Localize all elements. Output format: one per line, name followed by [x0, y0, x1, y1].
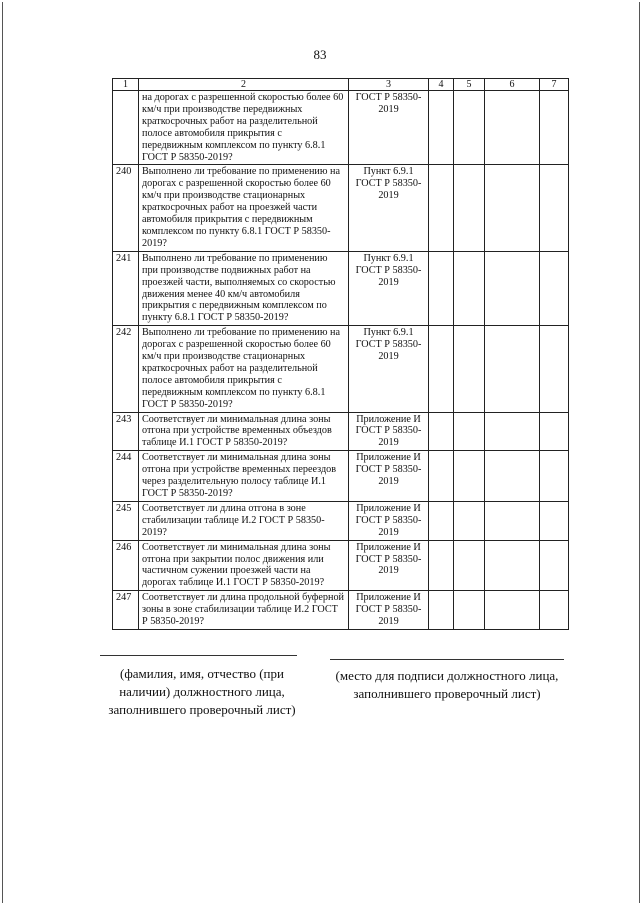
table-row [113, 412, 569, 451]
reference-text: Приложение И ГОСТ Р 58350-2019 [349, 501, 429, 540]
table-row [113, 501, 569, 540]
reference-text: Пункт 6.9.1 ГОСТ Р 58350-2019 [349, 251, 429, 325]
cell-col-7 [540, 326, 569, 412]
cell-col-4 [429, 326, 454, 412]
cell-col-7 [540, 501, 569, 540]
cell-col-6 [485, 591, 540, 630]
col-header-5: 5 [454, 79, 485, 91]
cell-col-7 [540, 251, 569, 325]
cell-col-7 [540, 591, 569, 630]
checklist-table [112, 78, 569, 630]
reference-text: Пункт 6.9.1 ГОСТ Р 58350-2019 [349, 165, 429, 251]
name-caption: (фамилия, имя, отчество (при наличии) должностного лица, заполнившего проверочный лист) [108, 666, 296, 717]
row-number: 241 [113, 251, 139, 325]
cell-col-5 [454, 91, 485, 165]
row-number: 246 [113, 540, 139, 591]
cell-col-5 [454, 591, 485, 630]
table-row [113, 165, 569, 251]
cell-col-5 [454, 326, 485, 412]
table-row [113, 591, 569, 630]
reference-text: Приложение И ГОСТ Р 58350-2019 [349, 591, 429, 630]
row-number: 243 [113, 412, 139, 451]
cell-col-4 [429, 165, 454, 251]
cell-col-4 [429, 412, 454, 451]
page-number: 83 [313, 47, 327, 62]
signature-caption: (место для подписи должностного лица, заполнившего проверочный лист) [335, 668, 559, 701]
requirement-text: на дорогах с разрешенной скоростью более 60 км/ч при производстве передвижных краткосрочных работ на разделительной полосе автомобиля прикрытия с передвижным комплексом по пункту 6.8.1 ГОСТ Р 58350-2019? [139, 91, 349, 165]
cell-col-7 [540, 412, 569, 451]
reference-text: Приложение И ГОСТ Р 58350-2019 [349, 412, 429, 451]
reference-text: ГОСТ Р 58350-2019 [349, 91, 429, 165]
cell-col-5 [454, 412, 485, 451]
cell-col-6 [485, 165, 540, 251]
row-number: 247 [113, 591, 139, 630]
reference-text: Приложение И ГОСТ Р 58350-2019 [349, 540, 429, 591]
cell-col-7 [540, 165, 569, 251]
col-header-1: 1 [113, 79, 139, 91]
row-number: 245 [113, 501, 139, 540]
cell-col-4 [429, 451, 454, 502]
reference-text: Приложение И ГОСТ Р 58350-2019 [349, 451, 429, 502]
table-row [113, 251, 569, 325]
col-header-7: 7 [540, 79, 569, 91]
cell-col-5 [454, 540, 485, 591]
cell-col-5 [454, 165, 485, 251]
name-signature-line [100, 655, 297, 656]
col-header-2: 2 [139, 79, 349, 91]
cell-col-6 [485, 540, 540, 591]
table-row [113, 451, 569, 502]
requirement-text: Выполнено ли требование по применению на дорогах с разрешенной скоростью более 60 км/ч при производстве стационарных краткосрочных работ на проезжей части автомобиля прикрытия с передвижным комплексом по пункту 6.8.1 ГОСТ Р 58350-2019? [139, 165, 349, 251]
cell-col-6 [485, 251, 540, 325]
cell-col-4 [429, 501, 454, 540]
row-number: 240 [113, 165, 139, 251]
cell-col-6 [485, 326, 540, 412]
signature-line [330, 659, 564, 660]
table-row [113, 326, 569, 412]
col-header-3: 3 [349, 79, 429, 91]
cell-col-6 [485, 412, 540, 451]
cell-col-5 [454, 501, 485, 540]
header-row [113, 79, 569, 91]
cell-col-4 [429, 91, 454, 165]
row-number: 242 [113, 326, 139, 412]
reference-text: Пункт 6.9.1 ГОСТ Р 58350-2019 [349, 326, 429, 412]
cell-col-4 [429, 591, 454, 630]
cell-col-6 [485, 451, 540, 502]
cell-col-5 [454, 251, 485, 325]
requirement-text: Выполнено ли требование по применению при производстве подвижных работ на проезжей части, выполняемых со скоростью движения менее 40 км/ч автомобиля прикрытия с передвижным комплексом по пункту 6.8.1 ГОСТ Р 58350-2019? [139, 251, 349, 325]
col-header-6: 6 [485, 79, 540, 91]
cell-col-6 [485, 501, 540, 540]
cell-col-7 [540, 540, 569, 591]
table-row [113, 540, 569, 591]
requirement-text: Выполнено ли требование по применению на дорогах с разрешенной скоростью более 60 км/ч при производстве стационарных краткосрочных работ на разделительной полосе автомобиля прикрытия с передвижным комплексом по пункту 6.8.1 ГОСТ Р 58350-2019? [139, 326, 349, 412]
cell-col-7 [540, 91, 569, 165]
cell-col-6 [485, 91, 540, 165]
row-number [113, 91, 139, 165]
table-row [113, 91, 569, 165]
cell-col-4 [429, 251, 454, 325]
col-header-4: 4 [429, 79, 454, 91]
requirement-text: Соответствует ли минимальная длина зоны отгона при устройстве временных объездов таблице И.1 ГОСТ Р 58350-2019? [139, 412, 349, 451]
requirement-text: Соответствует ли минимальная длина зоны отгона при устройстве временных переездов через разделительную полосу таблице И.1 ГОСТ Р 58350-2019? [139, 451, 349, 502]
cell-col-7 [540, 451, 569, 502]
cell-col-5 [454, 451, 485, 502]
requirement-text: Соответствует ли длина отгона в зоне стабилизации таблице И.2 ГОСТ Р 58350-2019? [139, 501, 349, 540]
requirement-text: Соответствует ли минимальная длина зоны отгона при закрытии полос движения или частичном сужении проезжей части на дорогах таблице И.1 ГОСТ Р 58350-2019? [139, 540, 349, 591]
row-number: 244 [113, 451, 139, 502]
cell-col-4 [429, 540, 454, 591]
requirement-text: Соответствует ли длина продольной буферной зоны в зоне стабилизации таблице И.2 ГОСТ Р 58350-2019? [139, 591, 349, 630]
